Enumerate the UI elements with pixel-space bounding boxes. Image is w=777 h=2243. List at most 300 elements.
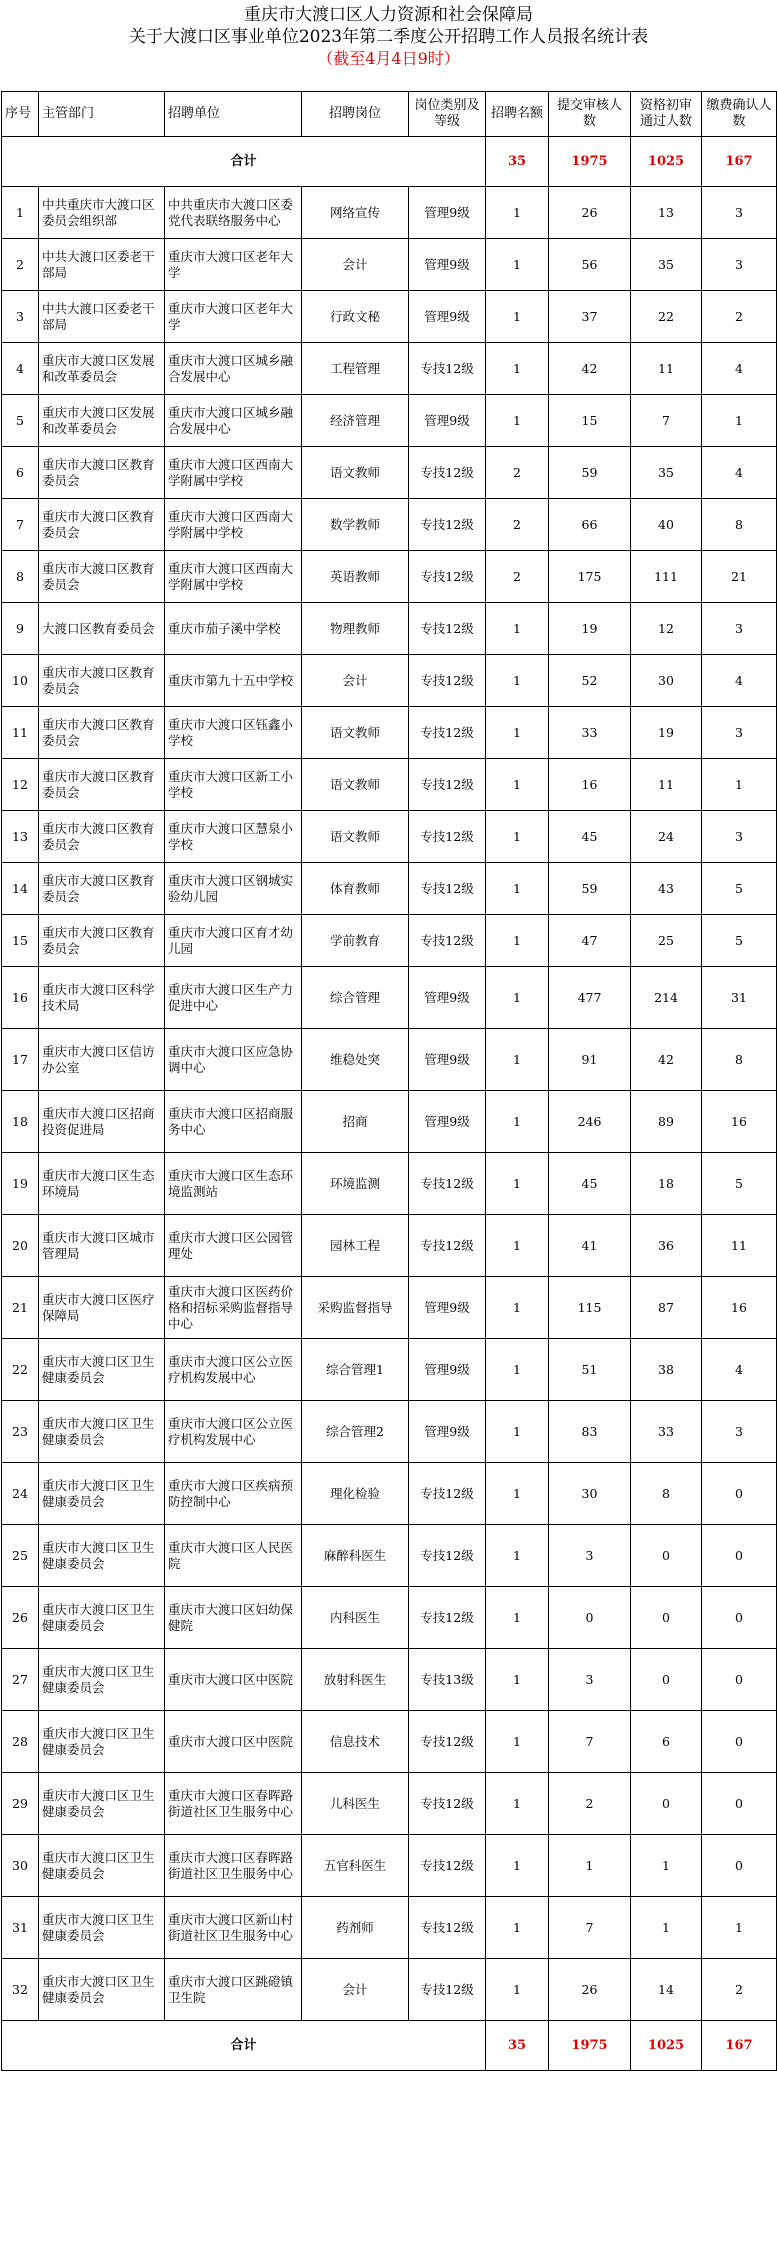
- total-label: 合计: [2, 2021, 486, 2071]
- row-paid: 3: [702, 811, 777, 863]
- row-paid: 4: [702, 343, 777, 395]
- header-position: 招聘岗位: [302, 92, 409, 137]
- row-position: 语文教师: [302, 811, 409, 863]
- row-submitted: 41: [549, 1215, 631, 1277]
- row-category: 专技12级: [409, 551, 486, 603]
- table-row: [2, 1277, 777, 1339]
- row-passed: 12: [631, 603, 702, 655]
- row-unit: 重庆市大渡口区慧泉小学校: [165, 811, 302, 863]
- row-passed: 40: [631, 499, 702, 551]
- row-category: 专技12级: [409, 915, 486, 967]
- row-department: 重庆市大渡口区教育委员会: [39, 551, 165, 603]
- row-position: 药剂师: [302, 1897, 409, 1959]
- row-paid: 0: [702, 1773, 777, 1835]
- row-quota: 1: [486, 239, 549, 291]
- row-unit: 重庆市大渡口区妇幼保健院: [165, 1587, 302, 1649]
- row-submitted: 2: [549, 1773, 631, 1835]
- row-category: 专技12级: [409, 1215, 486, 1277]
- row-paid: 4: [702, 447, 777, 499]
- row-unit: 重庆市大渡口区生产力促进中心: [165, 967, 302, 1029]
- document-date-note: （截至4月4日9时）: [317, 49, 460, 68]
- row-seq: 5: [2, 395, 39, 447]
- row-position: 体育教师: [302, 863, 409, 915]
- row-unit: 重庆市大渡口区新山村街道社区卫生服务中心: [165, 1897, 302, 1959]
- row-quota: 1: [486, 967, 549, 1029]
- row-category: 专技12级: [409, 1897, 486, 1959]
- row-category: 专技12级: [409, 1153, 486, 1215]
- table-row: [2, 1649, 777, 1711]
- row-unit: 重庆市大渡口区城乡融合发展中心: [165, 343, 302, 395]
- row-quota: 1: [486, 343, 549, 395]
- row-passed: 0: [631, 1525, 702, 1587]
- table-row: [2, 1587, 777, 1649]
- row-position: 物理教师: [302, 603, 409, 655]
- row-quota: 1: [486, 1649, 549, 1711]
- row-category: 管理9级: [409, 1401, 486, 1463]
- row-category: 管理9级: [409, 967, 486, 1029]
- row-position: 语文教师: [302, 447, 409, 499]
- row-position: 理化检验: [302, 1463, 409, 1525]
- row-seq: 23: [2, 1401, 39, 1463]
- table-row: [2, 1215, 777, 1277]
- row-passed: 89: [631, 1091, 702, 1153]
- row-seq: 30: [2, 1835, 39, 1897]
- row-position: 综合管理: [302, 967, 409, 1029]
- row-department: 重庆市大渡口区教育委员会: [39, 499, 165, 551]
- row-submitted: 52: [549, 655, 631, 707]
- row-passed: 35: [631, 447, 702, 499]
- table-row: [2, 603, 777, 655]
- row-position: 语文教师: [302, 759, 409, 811]
- row-unit: 重庆市大渡口区中医院: [165, 1649, 302, 1711]
- row-unit: 重庆市大渡口区疾病预防控制中心: [165, 1463, 302, 1525]
- row-paid: 16: [702, 1277, 777, 1339]
- row-paid: 3: [702, 707, 777, 759]
- row-seq: 32: [2, 1959, 39, 2021]
- row-position: 工程管理: [302, 343, 409, 395]
- row-category: 管理9级: [409, 1339, 486, 1401]
- table-row: [2, 1029, 777, 1091]
- row-submitted: 1: [549, 1835, 631, 1897]
- row-quota: 1: [486, 1277, 549, 1339]
- table-row: [2, 967, 777, 1029]
- row-quota: 1: [486, 1339, 549, 1401]
- row-position: 环境监测: [302, 1153, 409, 1215]
- row-seq: 10: [2, 655, 39, 707]
- row-unit: 重庆市大渡口区育才幼儿园: [165, 915, 302, 967]
- row-passed: 111: [631, 551, 702, 603]
- row-unit: 重庆市茄子溪中学校: [165, 603, 302, 655]
- row-passed: 214: [631, 967, 702, 1029]
- row-unit: 重庆市大渡口区人民医院: [165, 1525, 302, 1587]
- row-seq: 25: [2, 1525, 39, 1587]
- row-quota: 1: [486, 1587, 549, 1649]
- header-row: [2, 92, 777, 137]
- row-paid: 3: [702, 187, 777, 239]
- row-submitted: 45: [549, 811, 631, 863]
- table-row: [2, 1773, 777, 1835]
- row-submitted: 30: [549, 1463, 631, 1525]
- row-paid: 0: [702, 1649, 777, 1711]
- row-quota: 1: [486, 291, 549, 343]
- row-passed: 25: [631, 915, 702, 967]
- row-submitted: 7: [549, 1711, 631, 1773]
- row-department: 重庆市大渡口区卫生健康委员会: [39, 1339, 165, 1401]
- table-row: [2, 1525, 777, 1587]
- total-submitted: 1975: [549, 137, 631, 187]
- row-passed: 87: [631, 1277, 702, 1339]
- row-paid: 4: [702, 1339, 777, 1401]
- document-subtitle: 关于大渡口区事业单位2023年第二季度公开招聘工作人员报名统计表: [128, 27, 649, 47]
- row-category: 专技12级: [409, 447, 486, 499]
- row-paid: 3: [702, 1401, 777, 1463]
- table-row: [2, 655, 777, 707]
- row-paid: 8: [702, 1029, 777, 1091]
- row-paid: 1: [702, 1897, 777, 1959]
- row-unit: 中共重庆市大渡口区委党代表联络服务中心: [165, 187, 302, 239]
- table-row: [2, 499, 777, 551]
- row-department: 重庆市大渡口区教育委员会: [39, 707, 165, 759]
- title-block: [0, 4, 777, 70]
- row-seq: 6: [2, 447, 39, 499]
- row-category: 专技12级: [409, 759, 486, 811]
- row-passed: 22: [631, 291, 702, 343]
- total-quota: 35: [486, 2021, 549, 2071]
- row-position: 学前教育: [302, 915, 409, 967]
- total-paid: 167: [702, 137, 777, 187]
- header-submitted: 提交审核人数: [549, 92, 631, 137]
- total-row-top: [2, 137, 777, 187]
- row-submitted: 59: [549, 863, 631, 915]
- row-position: 内科医生: [302, 1587, 409, 1649]
- registration-table: [1, 91, 777, 2071]
- row-category: 管理9级: [409, 395, 486, 447]
- row-department: 重庆市大渡口区发展和改革委员会: [39, 343, 165, 395]
- row-category: 专技12级: [409, 1835, 486, 1897]
- row-unit: 重庆市大渡口区招商服务中心: [165, 1091, 302, 1153]
- total-submitted: 1975: [549, 2021, 631, 2071]
- row-paid: 3: [702, 603, 777, 655]
- row-quota: 1: [486, 1029, 549, 1091]
- total-passed: 1025: [631, 2021, 702, 2071]
- row-quota: 2: [486, 551, 549, 603]
- row-position: 网络宣传: [302, 187, 409, 239]
- row-submitted: 19: [549, 603, 631, 655]
- row-seq: 3: [2, 291, 39, 343]
- row-position: 麻醉科医生: [302, 1525, 409, 1587]
- row-passed: 0: [631, 1587, 702, 1649]
- row-paid: 3: [702, 239, 777, 291]
- row-unit: 重庆市大渡口区应急协调中心: [165, 1029, 302, 1091]
- row-category: 专技13级: [409, 1649, 486, 1711]
- row-unit: 重庆市大渡口区春晖路街道社区卫生服务中心: [165, 1773, 302, 1835]
- table-row: [2, 1401, 777, 1463]
- total-paid: 167: [702, 2021, 777, 2071]
- table-row: [2, 863, 777, 915]
- total-quota: 35: [486, 137, 549, 187]
- table-row: [2, 239, 777, 291]
- row-quota: 1: [486, 1959, 549, 2021]
- row-category: 管理9级: [409, 1029, 486, 1091]
- row-submitted: 56: [549, 239, 631, 291]
- row-category: 专技12级: [409, 603, 486, 655]
- row-department: 重庆市大渡口区教育委员会: [39, 655, 165, 707]
- row-paid: 0: [702, 1463, 777, 1525]
- row-category: 专技12级: [409, 1525, 486, 1587]
- header-passed: 资格初审通过人数: [631, 92, 702, 137]
- row-category: 专技12级: [409, 499, 486, 551]
- row-seq: 22: [2, 1339, 39, 1401]
- row-seq: 4: [2, 343, 39, 395]
- table-row: [2, 1339, 777, 1401]
- row-seq: 16: [2, 967, 39, 1029]
- row-seq: 12: [2, 759, 39, 811]
- row-passed: 1: [631, 1835, 702, 1897]
- row-submitted: 83: [549, 1401, 631, 1463]
- table-row: [2, 1835, 777, 1897]
- row-quota: 1: [486, 187, 549, 239]
- row-category: 专技12级: [409, 1773, 486, 1835]
- row-passed: 1: [631, 1897, 702, 1959]
- row-department: 重庆市大渡口区教育委员会: [39, 811, 165, 863]
- row-passed: 14: [631, 1959, 702, 2021]
- row-unit: 重庆市大渡口区钢城实验幼儿园: [165, 863, 302, 915]
- row-unit: 重庆市大渡口区城乡融合发展中心: [165, 395, 302, 447]
- row-department: 重庆市大渡口区教育委员会: [39, 447, 165, 499]
- header-seq: 序号: [2, 92, 39, 137]
- row-submitted: 26: [549, 187, 631, 239]
- row-submitted: 3: [549, 1525, 631, 1587]
- row-department: 重庆市大渡口区发展和改革委员会: [39, 395, 165, 447]
- row-category: 专技12级: [409, 863, 486, 915]
- row-position: 采购监督指导: [302, 1277, 409, 1339]
- row-submitted: 175: [549, 551, 631, 603]
- row-quota: 1: [486, 915, 549, 967]
- row-department: 重庆市大渡口区教育委员会: [39, 915, 165, 967]
- row-quota: 1: [486, 1835, 549, 1897]
- row-seq: 28: [2, 1711, 39, 1773]
- row-category: 专技12级: [409, 811, 486, 863]
- row-department: 大渡口区教育委员会: [39, 603, 165, 655]
- row-passed: 35: [631, 239, 702, 291]
- row-category: 专技12级: [409, 343, 486, 395]
- row-seq: 26: [2, 1587, 39, 1649]
- row-seq: 29: [2, 1773, 39, 1835]
- row-unit: 重庆市大渡口区医药价格和招标采购监督指导中心: [165, 1277, 302, 1339]
- row-paid: 16: [702, 1091, 777, 1153]
- row-unit: 重庆市第九十五中学校: [165, 655, 302, 707]
- row-submitted: 26: [549, 1959, 631, 2021]
- row-passed: 13: [631, 187, 702, 239]
- row-paid: 5: [702, 863, 777, 915]
- row-category: 管理9级: [409, 1277, 486, 1339]
- total-label: 合计: [2, 137, 486, 187]
- row-passed: 0: [631, 1773, 702, 1835]
- row-seq: 9: [2, 603, 39, 655]
- row-seq: 13: [2, 811, 39, 863]
- row-position: 数学教师: [302, 499, 409, 551]
- row-department: 中共重庆市大渡口区委员会组织部: [39, 187, 165, 239]
- row-quota: 2: [486, 499, 549, 551]
- row-paid: 2: [702, 291, 777, 343]
- row-seq: 2: [2, 239, 39, 291]
- row-seq: 11: [2, 707, 39, 759]
- row-unit: 重庆市大渡口区西南大学附属中学校: [165, 499, 302, 551]
- row-position: 语文教师: [302, 707, 409, 759]
- row-department: 重庆市大渡口区城市管理局: [39, 1215, 165, 1277]
- row-department: 重庆市大渡口区教育委员会: [39, 863, 165, 915]
- row-submitted: 33: [549, 707, 631, 759]
- row-category: 专技12级: [409, 655, 486, 707]
- row-submitted: 246: [549, 1091, 631, 1153]
- row-paid: 2: [702, 1959, 777, 2021]
- row-quota: 1: [486, 759, 549, 811]
- row-seq: 7: [2, 499, 39, 551]
- row-paid: 11: [702, 1215, 777, 1277]
- row-department: 重庆市大渡口区卫生健康委员会: [39, 1401, 165, 1463]
- header-department: 主管部门: [39, 92, 165, 137]
- row-seq: 20: [2, 1215, 39, 1277]
- row-paid: 5: [702, 915, 777, 967]
- table-row: [2, 707, 777, 759]
- row-position: 信息技术: [302, 1711, 409, 1773]
- row-department: 重庆市大渡口区卫生健康委员会: [39, 1525, 165, 1587]
- row-department: 重庆市大渡口区卫生健康委员会: [39, 1959, 165, 2021]
- row-passed: 42: [631, 1029, 702, 1091]
- table-row: [2, 1897, 777, 1959]
- row-submitted: 0: [549, 1587, 631, 1649]
- row-paid: 0: [702, 1587, 777, 1649]
- row-quota: 1: [486, 395, 549, 447]
- row-paid: 0: [702, 1525, 777, 1587]
- row-seq: 27: [2, 1649, 39, 1711]
- row-passed: 7: [631, 395, 702, 447]
- row-submitted: 37: [549, 291, 631, 343]
- row-passed: 36: [631, 1215, 702, 1277]
- row-unit: 重庆市大渡口区公立医疗机构发展中心: [165, 1401, 302, 1463]
- row-department: 重庆市大渡口区卫生健康委员会: [39, 1711, 165, 1773]
- row-quota: 1: [486, 1525, 549, 1587]
- row-submitted: 477: [549, 967, 631, 1029]
- row-department: 重庆市大渡口区科学技术局: [39, 967, 165, 1029]
- row-quota: 1: [486, 811, 549, 863]
- total-passed: 1025: [631, 137, 702, 187]
- header-unit: 招聘单位: [165, 92, 302, 137]
- row-seq: 15: [2, 915, 39, 967]
- row-position: 儿科医生: [302, 1773, 409, 1835]
- row-submitted: 15: [549, 395, 631, 447]
- row-unit: 重庆市大渡口区公园管理处: [165, 1215, 302, 1277]
- row-unit: 重庆市大渡口区西南大学附属中学校: [165, 551, 302, 603]
- row-quota: 2: [486, 447, 549, 499]
- row-department: 重庆市大渡口区卫生健康委员会: [39, 1649, 165, 1711]
- row-submitted: 91: [549, 1029, 631, 1091]
- row-category: 管理9级: [409, 291, 486, 343]
- row-seq: 21: [2, 1277, 39, 1339]
- row-department: 重庆市大渡口区招商投资促进局: [39, 1091, 165, 1153]
- row-category: 专技12级: [409, 1463, 486, 1525]
- row-submitted: 66: [549, 499, 631, 551]
- row-passed: 6: [631, 1711, 702, 1773]
- row-paid: 31: [702, 967, 777, 1029]
- row-seq: 1: [2, 187, 39, 239]
- row-category: 专技12级: [409, 1587, 486, 1649]
- row-submitted: 7: [549, 1897, 631, 1959]
- table-row: [2, 551, 777, 603]
- row-paid: 8: [702, 499, 777, 551]
- table-row: [2, 187, 777, 239]
- row-passed: 43: [631, 863, 702, 915]
- row-department: 重庆市大渡口区医疗保障局: [39, 1277, 165, 1339]
- row-quota: 1: [486, 707, 549, 759]
- row-paid: 1: [702, 759, 777, 811]
- row-position: 维稳处突: [302, 1029, 409, 1091]
- row-department: 中共大渡口区委老干部局: [39, 291, 165, 343]
- row-unit: 重庆市大渡口区公立医疗机构发展中心: [165, 1339, 302, 1401]
- table-row: [2, 1153, 777, 1215]
- row-submitted: 51: [549, 1339, 631, 1401]
- row-seq: 17: [2, 1029, 39, 1091]
- row-position: 综合管理2: [302, 1401, 409, 1463]
- row-paid: 4: [702, 655, 777, 707]
- row-unit: 重庆市大渡口区西南大学附属中学校: [165, 447, 302, 499]
- row-position: 英语教师: [302, 551, 409, 603]
- row-seq: 14: [2, 863, 39, 915]
- table-row: [2, 1959, 777, 2021]
- row-unit: 重庆市大渡口区钰鑫小学校: [165, 707, 302, 759]
- row-position: 五官科医生: [302, 1835, 409, 1897]
- row-seq: 19: [2, 1153, 39, 1215]
- row-position: 园林工程: [302, 1215, 409, 1277]
- row-department: 重庆市大渡口区卫生健康委员会: [39, 1897, 165, 1959]
- row-position: 经济管理: [302, 395, 409, 447]
- row-submitted: 16: [549, 759, 631, 811]
- row-department: 重庆市大渡口区教育委员会: [39, 759, 165, 811]
- row-position: 放射科医生: [302, 1649, 409, 1711]
- row-category: 管理9级: [409, 1091, 486, 1153]
- row-position: 行政文秘: [302, 291, 409, 343]
- row-department: 重庆市大渡口区信访办公室: [39, 1029, 165, 1091]
- row-unit: 重庆市大渡口区中医院: [165, 1711, 302, 1773]
- row-paid: 0: [702, 1835, 777, 1897]
- header-quota: 招聘名额: [486, 92, 549, 137]
- row-quota: 1: [486, 863, 549, 915]
- row-paid: 0: [702, 1711, 777, 1773]
- row-department: 重庆市大渡口区卫生健康委员会: [39, 1773, 165, 1835]
- row-category: 管理9级: [409, 239, 486, 291]
- row-position: 会计: [302, 655, 409, 707]
- header-category: 岗位类别及等级: [409, 92, 486, 137]
- row-quota: 1: [486, 1091, 549, 1153]
- row-passed: 18: [631, 1153, 702, 1215]
- row-category: 专技12级: [409, 1711, 486, 1773]
- table-row: [2, 1711, 777, 1773]
- row-unit: 重庆市大渡口区老年大学: [165, 239, 302, 291]
- row-submitted: 59: [549, 447, 631, 499]
- row-seq: 31: [2, 1897, 39, 1959]
- row-seq: 8: [2, 551, 39, 603]
- table-row: [2, 1091, 777, 1153]
- row-passed: 33: [631, 1401, 702, 1463]
- row-quota: 1: [486, 655, 549, 707]
- table-row: [2, 915, 777, 967]
- row-passed: 11: [631, 759, 702, 811]
- row-passed: 19: [631, 707, 702, 759]
- row-quota: 1: [486, 1215, 549, 1277]
- row-position: 会计: [302, 239, 409, 291]
- row-position: 招商: [302, 1091, 409, 1153]
- row-submitted: 3: [549, 1649, 631, 1711]
